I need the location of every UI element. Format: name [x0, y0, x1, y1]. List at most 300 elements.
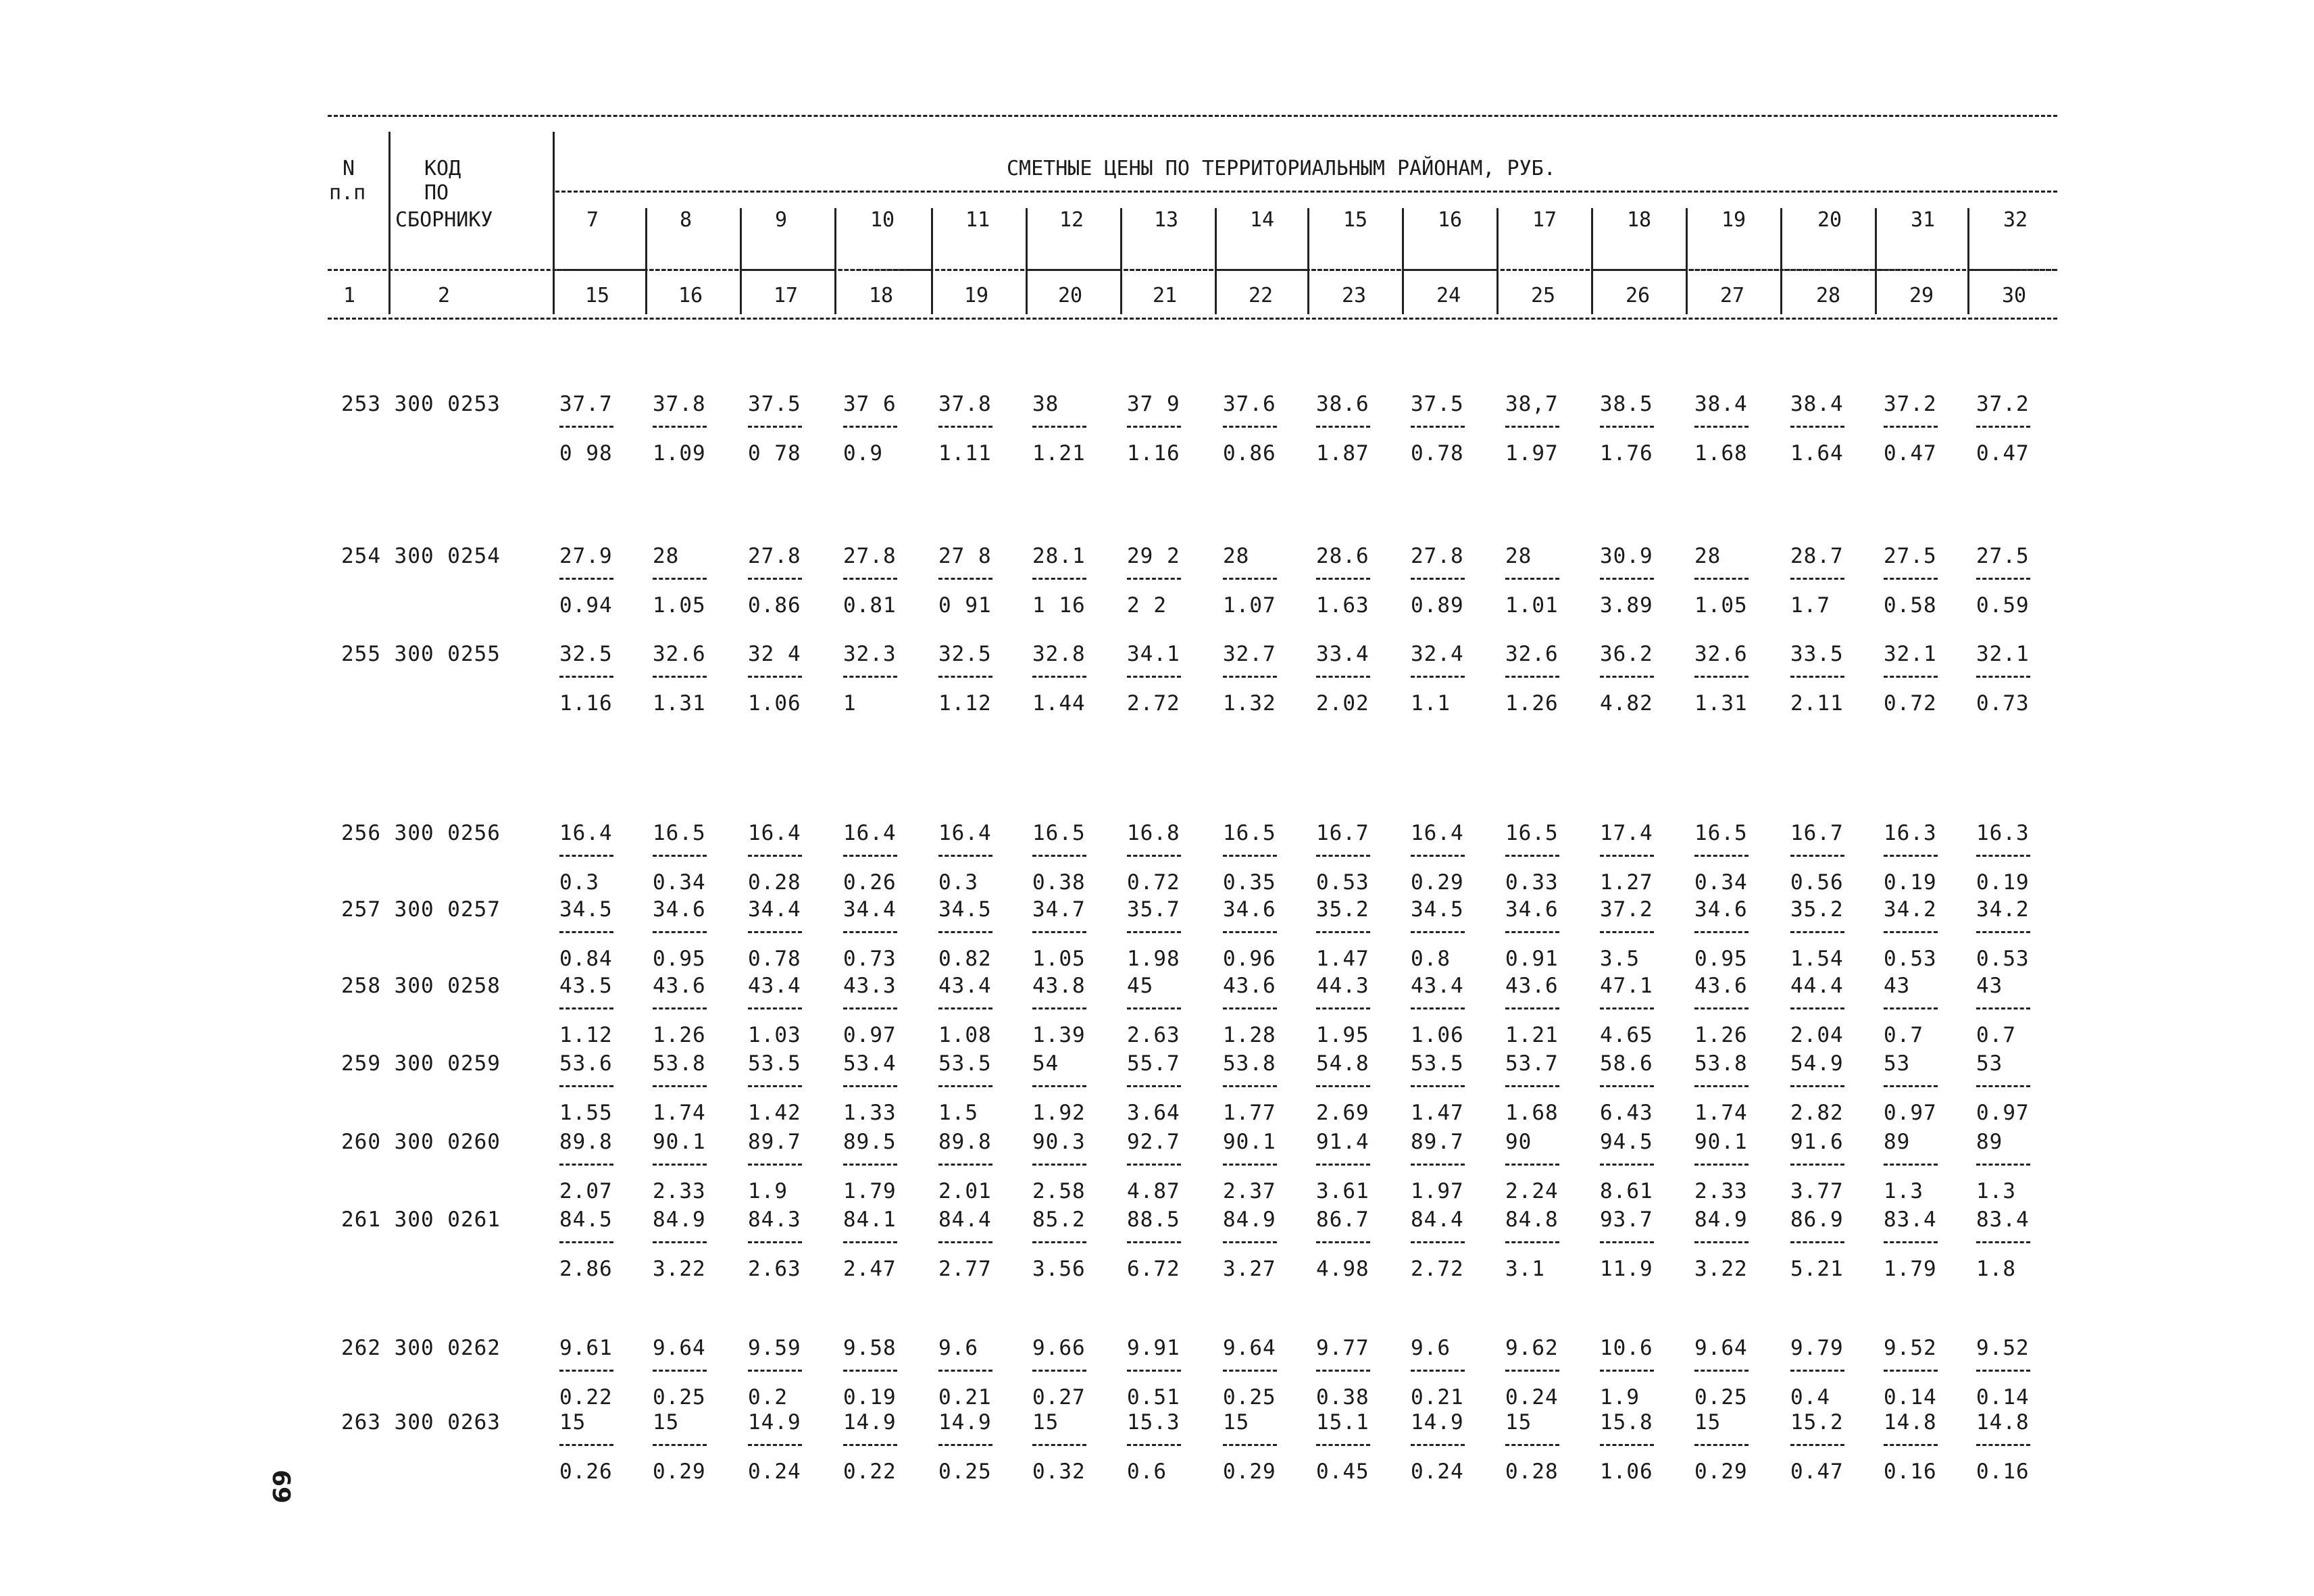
fraction-line	[1316, 1164, 1370, 1166]
price-value: 89.8	[559, 1130, 613, 1154]
price-sub-value: 0.16	[1976, 1460, 2030, 1484]
price-value: 28	[1694, 544, 1721, 568]
price-value: 53	[1884, 1051, 1911, 1076]
fraction-line	[1032, 1370, 1086, 1372]
price-value: 34.2	[1884, 897, 1937, 922]
price-sub-value: 0.21	[938, 1385, 992, 1410]
column-separator	[740, 208, 742, 314]
fraction-line	[1790, 1241, 1844, 1243]
price-sub-value: 2.07	[559, 1179, 613, 1203]
price-sub-value: 3.56	[1032, 1257, 1086, 1281]
price-sub-value: 1.09	[653, 441, 706, 466]
price-value: 28	[1505, 544, 1532, 568]
price-value: 32.7	[1223, 642, 1276, 666]
price-value: 54	[1032, 1051, 1059, 1076]
price-sub-value: 1.63	[1316, 593, 1369, 618]
fraction-line	[1600, 676, 1654, 678]
price-sub-value: 0.47	[1976, 441, 2030, 466]
header-segment	[1311, 269, 1401, 271]
fraction-line	[1694, 931, 1749, 933]
fraction-line	[653, 1444, 707, 1446]
fraction-line	[843, 1444, 897, 1446]
price-sub-value: 1.06	[1411, 1023, 1464, 1047]
price-sub-value: 0.25	[653, 1385, 706, 1410]
price-sub-value: 1.54	[1790, 947, 1844, 971]
price-sub-value: 0.19	[1884, 870, 1937, 895]
header-bottom-rule	[328, 318, 2057, 320]
price-value: 44.3	[1316, 974, 1369, 998]
price-value: 9.79	[1790, 1336, 1844, 1360]
header-code-po: ПО	[424, 181, 449, 205]
fraction-line	[653, 426, 707, 428]
fraction-line	[1694, 1241, 1749, 1243]
fraction-line	[748, 931, 802, 933]
price-value: 53.5	[748, 1051, 801, 1076]
price-value: 90.1	[1694, 1130, 1748, 1154]
price-value: 34.7	[1032, 897, 1086, 922]
price-value: 14.8	[1884, 1410, 1937, 1435]
price-sub-value: 1.16	[559, 691, 613, 716]
fraction-line	[1505, 578, 1559, 580]
price-sub-value: 0.73	[1976, 691, 2030, 716]
price-value: 27.8	[1411, 544, 1464, 568]
fraction-line	[748, 1444, 802, 1446]
price-sub-value: 0.21	[1411, 1385, 1464, 1410]
fraction-line	[653, 1164, 707, 1166]
price-sub-value: 1.97	[1411, 1179, 1464, 1203]
price-value: 32.6	[653, 642, 706, 666]
price-sub-value: 0.59	[1976, 593, 2030, 618]
fraction-line	[1032, 676, 1086, 678]
fraction-line	[1884, 1241, 1938, 1243]
price-sub-value: 1.31	[1694, 691, 1748, 716]
price-sub-value: 1.9	[1600, 1385, 1640, 1410]
fraction-line	[1694, 1164, 1749, 1166]
row-id: 253 300 0253	[341, 392, 501, 416]
column-number: 23	[1342, 284, 1367, 307]
fraction-line	[843, 855, 897, 857]
price-sub-value: 1.32	[1223, 691, 1276, 716]
price-value: 32.1	[1884, 642, 1937, 666]
fraction-line	[938, 1007, 992, 1009]
price-sub-value: 1.47	[1411, 1101, 1464, 1125]
price-value: 16.7	[1790, 821, 1844, 845]
price-value: 35.2	[1316, 897, 1369, 922]
price-sub-value: 2.69	[1316, 1101, 1369, 1125]
price-sub-value: 0.22	[559, 1385, 613, 1410]
price-sub-value: 5.21	[1790, 1257, 1844, 1281]
price-value: 35.7	[1127, 897, 1180, 922]
fraction-line	[1223, 931, 1277, 933]
price-value: 53.7	[1505, 1051, 1559, 1076]
price-value: 32.1	[1976, 642, 2030, 666]
price-value: 34.6	[653, 897, 706, 922]
price-sub-value: 1.76	[1600, 441, 1653, 466]
fraction-line	[1884, 426, 1938, 428]
price-value: 16.4	[843, 821, 897, 845]
price-sub-value: 4.87	[1127, 1179, 1180, 1203]
price-sub-value: 3.22	[653, 1257, 706, 1281]
fraction-line	[1505, 1370, 1559, 1372]
price-value: 9.91	[1127, 1336, 1180, 1360]
price-value: 17.4	[1600, 821, 1653, 845]
price-value: 86.7	[1316, 1207, 1369, 1232]
price-sub-value: 0.28	[748, 870, 801, 895]
district-7: 7	[586, 208, 599, 232]
price-value: 32.5	[559, 642, 613, 666]
price-sub-value: 1.06	[1600, 1460, 1653, 1484]
fraction-line	[1790, 578, 1844, 580]
price-sub-value: 0.78	[1411, 441, 1464, 466]
fraction-line	[1600, 855, 1654, 857]
fraction-line	[1790, 1370, 1844, 1372]
price-value: 15	[653, 1410, 680, 1435]
price-sub-value: 1.21	[1032, 441, 1086, 466]
fraction-line	[1316, 1241, 1370, 1243]
price-value: 89	[1976, 1130, 2003, 1154]
price-sub-value: 3.61	[1316, 1179, 1369, 1203]
price-sub-value: 2.58	[1032, 1179, 1086, 1203]
price-sub-value: 2.63	[1127, 1023, 1180, 1047]
price-sub-value: 0.72	[1884, 691, 1937, 716]
fraction-line	[1223, 426, 1277, 428]
fraction-line	[1884, 1370, 1938, 1372]
price-sub-value: 1.97	[1505, 441, 1559, 466]
column-separator	[1307, 208, 1309, 314]
price-value: 84.3	[748, 1207, 801, 1232]
fraction-line	[653, 855, 707, 857]
price-sub-value: 3.1	[1505, 1257, 1545, 1281]
price-value: 33.5	[1790, 642, 1844, 666]
fraction-line	[1223, 1085, 1277, 1087]
price-sub-value: 1 16	[1032, 593, 1086, 618]
fraction-line	[1976, 578, 2030, 580]
price-value: 15.8	[1600, 1410, 1653, 1435]
fraction-line	[1600, 578, 1654, 580]
fraction-line	[1032, 1164, 1086, 1166]
price-value: 84.5	[559, 1207, 613, 1232]
price-sub-value: 0.56	[1790, 870, 1844, 895]
fraction-line	[1976, 1007, 2030, 1009]
fraction-line	[748, 1085, 802, 1087]
price-sub-value: 1.3	[1884, 1179, 1923, 1203]
price-sub-value: 0.24	[1505, 1385, 1559, 1410]
price-value: 16.8	[1127, 821, 1180, 845]
fraction-line	[1223, 1444, 1277, 1446]
fraction-line	[1505, 1007, 1559, 1009]
price-sub-value: 4.82	[1600, 691, 1653, 716]
fraction-line	[1032, 931, 1086, 933]
price-sub-value: 1.26	[1505, 691, 1559, 716]
price-sub-value: 0.19	[843, 1385, 897, 1410]
price-sub-value: 0 78	[748, 441, 801, 466]
price-sub-value: 3.64	[1127, 1101, 1180, 1125]
header-code-sbornik: СБОРНИКУ	[395, 208, 493, 232]
price-value: 43.4	[938, 974, 992, 998]
district-32: 32	[2003, 208, 2028, 232]
fraction-line	[1790, 1085, 1844, 1087]
fraction-line	[1505, 1085, 1559, 1087]
district-8: 8	[680, 208, 693, 232]
price-value: 53.5	[938, 1051, 992, 1076]
fraction-line	[748, 426, 802, 428]
header-sep-2	[553, 132, 555, 314]
column-separator	[1591, 208, 1593, 314]
price-value: 9.59	[748, 1336, 801, 1360]
fraction-line	[1411, 1241, 1465, 1243]
price-value: 16.4	[748, 821, 801, 845]
price-sub-value: 2.11	[1790, 691, 1844, 716]
fraction-line	[1411, 1370, 1465, 1372]
district-15: 15	[1343, 208, 1368, 232]
price-value: 27.5	[1976, 544, 2030, 568]
price-sub-value: 0.4	[1790, 1385, 1830, 1410]
price-sub-value: 1.33	[843, 1101, 897, 1125]
price-sub-value: 0.14	[1884, 1385, 1937, 1410]
price-sub-value: 1.07	[1223, 593, 1276, 618]
price-value: 16.3	[1976, 821, 2030, 845]
price-sub-value: 0.72	[1127, 870, 1180, 895]
fraction-line	[1976, 1164, 2030, 1166]
district-12: 12	[1059, 208, 1084, 232]
district-31: 31	[1911, 208, 1936, 232]
price-value: 90.3	[1032, 1130, 1086, 1154]
price-value: 85.2	[1032, 1207, 1086, 1232]
price-sub-value: 0.35	[1223, 870, 1276, 895]
price-sub-value: 1.47	[1316, 947, 1369, 971]
fraction-line	[938, 1241, 992, 1243]
fraction-line	[1600, 931, 1654, 933]
price-value: 84.1	[843, 1207, 897, 1232]
price-value: 84.9	[1223, 1207, 1276, 1232]
price-sub-value: 1.26	[1694, 1023, 1748, 1047]
price-value: 43	[1976, 974, 2003, 998]
price-value: 54.9	[1790, 1051, 1844, 1076]
column-separator	[931, 208, 933, 314]
price-sub-value: 2.01	[938, 1179, 992, 1203]
price-sub-value: 0.91	[1505, 947, 1559, 971]
fraction-line	[1884, 676, 1938, 678]
fraction-line	[1505, 1164, 1559, 1166]
price-value: 37.2	[1884, 392, 1937, 416]
price-sub-value: 0.38	[1316, 1385, 1369, 1410]
price-sub-value: 4.98	[1316, 1257, 1369, 1281]
column-separator	[645, 208, 647, 314]
fraction-line	[843, 578, 897, 580]
price-value: 37.5	[1411, 392, 1464, 416]
price-value: 15.3	[1127, 1410, 1180, 1435]
column-number: 26	[1626, 284, 1651, 307]
fraction-line	[938, 1370, 992, 1372]
fraction-line	[1411, 426, 1465, 428]
fraction-line	[1600, 1241, 1654, 1243]
price-sub-value: 0.7	[1976, 1023, 2016, 1047]
fraction-line	[1505, 676, 1559, 678]
fraction-line	[1884, 931, 1938, 933]
price-value: 89.7	[748, 1130, 801, 1154]
row-id: 262 300 0262	[341, 1336, 501, 1360]
price-value: 14.8	[1976, 1410, 2030, 1435]
price-value: 47.1	[1600, 974, 1653, 998]
price-sub-value: 1.1	[1411, 691, 1451, 716]
price-value: 37 9	[1127, 392, 1180, 416]
header-segment	[1501, 269, 1590, 271]
fraction-line	[1032, 578, 1086, 580]
price-sub-value: 1.95	[1316, 1023, 1369, 1047]
row-id: 256 300 0256	[341, 821, 501, 845]
fraction-line	[1694, 426, 1749, 428]
price-value: 16.3	[1884, 821, 1937, 845]
price-sub-value: 0.6	[1127, 1460, 1167, 1484]
fraction-line	[1505, 426, 1559, 428]
fraction-line	[1032, 1444, 1086, 1446]
fraction-line	[938, 1444, 992, 1446]
price-sub-value: 0.29	[1223, 1460, 1276, 1484]
price-value: 93.7	[1600, 1207, 1653, 1232]
price-sub-value: 0 98	[559, 441, 613, 466]
price-value: 14.9	[938, 1410, 992, 1435]
price-value: 84.8	[1505, 1207, 1559, 1232]
price-value: 14.9	[748, 1410, 801, 1435]
fraction-line	[559, 1444, 613, 1446]
column-number: 17	[774, 284, 799, 307]
price-sub-value: 1.77	[1223, 1101, 1276, 1125]
district-11: 11	[965, 208, 990, 232]
fraction-line	[1600, 1164, 1654, 1166]
fraction-line	[1127, 578, 1181, 580]
price-sub-value: 3.89	[1600, 593, 1653, 618]
price-value: 27.8	[843, 544, 897, 568]
row-id: 254 300 0254	[341, 544, 501, 568]
price-sub-value: 1.9	[748, 1179, 788, 1203]
price-value: 84.9	[653, 1207, 706, 1232]
fraction-line	[1316, 1007, 1370, 1009]
price-value: 84.9	[1694, 1207, 1748, 1232]
fraction-line	[1884, 1444, 1938, 1446]
price-value: 9.6	[1411, 1336, 1451, 1360]
price-value: 37.8	[653, 392, 706, 416]
price-sub-value: 0.3	[559, 870, 599, 895]
price-value: 16.5	[1032, 821, 1086, 845]
price-value: 16.4	[559, 821, 613, 845]
price-sub-value: 11.9	[1600, 1257, 1653, 1281]
price-sub-value: 1.8	[1976, 1257, 2016, 1281]
column-number: 18	[869, 284, 894, 307]
fraction-line	[1884, 855, 1938, 857]
fraction-line	[1976, 1444, 2030, 1446]
price-sub-value: 1.27	[1600, 870, 1653, 895]
price-value: 43.6	[1223, 974, 1276, 998]
price-sub-value: 2.33	[653, 1179, 706, 1203]
page-number: 69	[267, 1469, 295, 1504]
fraction-line	[1976, 1241, 2030, 1243]
column-separator	[1967, 208, 1969, 314]
price-value: 16.5	[653, 821, 706, 845]
fraction-line	[1411, 578, 1465, 580]
fraction-line	[1505, 931, 1559, 933]
price-sub-value: 0.33	[1505, 870, 1559, 895]
price-value: 15	[1223, 1410, 1250, 1435]
price-sub-value: 0.25	[1694, 1385, 1748, 1410]
fraction-line	[1411, 931, 1465, 933]
header-mid-rule	[555, 191, 2057, 193]
header-segment	[744, 269, 833, 271]
fraction-line	[1411, 1164, 1465, 1166]
row-id: 258 300 0258	[341, 974, 501, 998]
price-value: 43.4	[748, 974, 801, 998]
price-value: 53.8	[1694, 1051, 1748, 1076]
price-sub-value: 6.43	[1600, 1101, 1653, 1125]
price-sub-value: 0.58	[1884, 593, 1937, 618]
column-number: 30	[2002, 284, 2027, 307]
fraction-line	[1032, 1241, 1086, 1243]
price-value: 28.7	[1790, 544, 1844, 568]
price-sub-value: 0.96	[1223, 947, 1276, 971]
fraction-line	[1790, 676, 1844, 678]
price-sub-value: 0.51	[1127, 1385, 1180, 1410]
price-value: 33.4	[1316, 642, 1369, 666]
fraction-line	[1884, 1007, 1938, 1009]
fraction-line	[1976, 931, 2030, 933]
price-sub-value: 0.2	[748, 1385, 788, 1410]
fraction-line	[1316, 426, 1370, 428]
price-value: 90.1	[653, 1130, 706, 1154]
fraction-line	[1505, 1444, 1559, 1446]
fraction-line	[1223, 855, 1277, 857]
fraction-line	[559, 855, 613, 857]
price-value: 16.5	[1694, 821, 1748, 845]
column-separator	[1686, 208, 1688, 314]
district-17: 17	[1532, 208, 1557, 232]
price-value: 90.1	[1223, 1130, 1276, 1154]
column-separator	[1875, 208, 1877, 314]
price-sub-value: 2.72	[1411, 1257, 1464, 1281]
price-sub-value: 1.5	[938, 1101, 978, 1125]
price-sub-value: 3.77	[1790, 1179, 1844, 1203]
price-sub-value: 6.72	[1127, 1257, 1180, 1281]
fraction-line	[1032, 1007, 1086, 1009]
header-segment	[1595, 269, 1684, 271]
fraction-line	[1127, 676, 1181, 678]
district-19: 19	[1721, 208, 1746, 232]
price-sub-value: 0.25	[1223, 1385, 1276, 1410]
fraction-line	[1694, 676, 1749, 678]
row-id: 257 300 0257	[341, 897, 501, 922]
header-segment	[1971, 269, 2056, 271]
price-value: 54.8	[1316, 1051, 1369, 1076]
fraction-line	[938, 931, 992, 933]
column-separator	[1780, 208, 1782, 314]
price-value: 89.7	[1411, 1130, 1464, 1154]
fraction-line	[1127, 1444, 1181, 1446]
price-sub-value: 0.7	[1884, 1023, 1923, 1047]
price-sub-value: 0.24	[1411, 1460, 1464, 1484]
header-segment	[1030, 269, 1119, 271]
fraction-line	[1790, 426, 1844, 428]
fraction-line	[653, 676, 707, 678]
fraction-line	[1223, 578, 1277, 580]
price-value: 34.5	[938, 897, 992, 922]
price-value: 15	[559, 1410, 586, 1435]
fraction-line	[1976, 1370, 2030, 1372]
price-sub-value: 1.64	[1790, 441, 1844, 466]
fraction-line	[1600, 1444, 1654, 1446]
price-value: 88.5	[1127, 1207, 1180, 1232]
price-value: 14.9	[1411, 1410, 1464, 1435]
fraction-line	[653, 1085, 707, 1087]
price-value: 9.58	[843, 1336, 897, 1360]
price-sub-value: 0.95	[653, 947, 706, 971]
